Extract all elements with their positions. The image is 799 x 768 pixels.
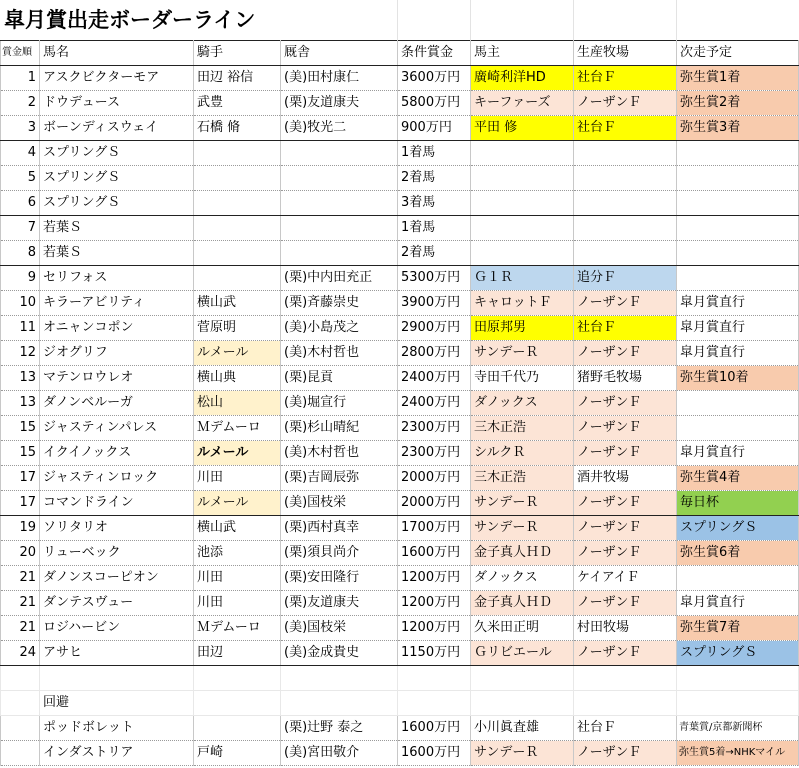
horse-cell[interactable]: スプリングＳ [40, 191, 194, 216]
table-row [1, 366, 799, 391]
prize-cell[interactable]: 1600万円 [398, 541, 471, 566]
owner-cell[interactable]: キャロットＦ [471, 291, 574, 316]
rank-cell[interactable]: 5 [1, 166, 40, 191]
owner-cell[interactable]: 金子真人ＨＤ [471, 541, 574, 566]
next-cell[interactable] [677, 416, 799, 441]
horse-cell[interactable]: イクイノックス [40, 441, 194, 466]
next-cell[interactable]: 皐月賞直行 [677, 441, 799, 466]
horse-cell[interactable]: スプリングＳ [40, 166, 194, 191]
owner-cell[interactable]: ダノックス [471, 566, 574, 591]
farm-cell[interactable]: ノーザンＦ [574, 641, 677, 666]
next-cell[interactable]: 弥生賞10着 [677, 366, 799, 391]
horse-cell[interactable]: ロジハービン [40, 616, 194, 641]
jockey-cell[interactable]: 川田 [194, 466, 281, 491]
avoid-label[interactable]: 回避 [40, 691, 194, 716]
empty-cell[interactable] [40, 666, 194, 691]
horse-cell[interactable]: スプリングＳ [40, 141, 194, 166]
table-row [1, 716, 799, 741]
table-row [1, 216, 799, 241]
stable-cell[interactable]: (美)田村康仁 [281, 66, 398, 91]
empty-cell[interactable] [281, 666, 398, 691]
farm-cell[interactable]: ノーザンＦ [574, 516, 677, 541]
header-cell[interactable]: 厩舎 [281, 41, 398, 66]
owner-cell[interactable]: 久米田正明 [471, 616, 574, 641]
farm-cell[interactable]: ノーザンＦ [574, 341, 677, 366]
owner-cell[interactable]: 廣崎利洋HD [471, 66, 574, 91]
farm-cell[interactable]: 社台Ｆ [574, 66, 677, 91]
jockey-cell[interactable] [194, 216, 281, 241]
jockey-cell[interactable] [194, 166, 281, 191]
gridline [470, 0, 471, 40]
farm-cell[interactable]: ノーザンＦ [574, 416, 677, 441]
table-row [1, 741, 799, 766]
horse-cell[interactable]: ジャスティンロック [40, 466, 194, 491]
next-cell[interactable]: 弥生賞2着 [677, 91, 799, 116]
owner-cell[interactable]: 寺田千代乃 [471, 366, 574, 391]
jockey-cell[interactable] [194, 191, 281, 216]
horse-cell[interactable]: ジオグリフ [40, 341, 194, 366]
next-cell[interactable]: 青葉賞/京都新聞杯 [677, 716, 799, 741]
table-row [1, 241, 799, 266]
prize-cell[interactable]: 2着馬 [398, 241, 471, 266]
stable-cell[interactable]: (栗)杉山晴紀 [281, 416, 398, 441]
farm-cell[interactable]: 社台Ｆ [574, 716, 677, 741]
table-row [1, 541, 799, 566]
horse-cell[interactable]: ポッドボレット [40, 716, 194, 741]
table-row [1, 291, 799, 316]
farm-cell[interactable] [574, 241, 677, 266]
stable-cell[interactable]: (栗)中内田充正 [281, 266, 398, 291]
rank-cell[interactable]: 2 [1, 91, 40, 116]
next-cell[interactable]: スプリングＳ [677, 641, 799, 666]
prize-cell[interactable]: 1着馬 [398, 141, 471, 166]
owner-cell[interactable] [471, 216, 574, 241]
jockey-cell[interactable]: 川田 [194, 566, 281, 591]
rank-cell[interactable]: 4 [1, 141, 40, 166]
header-cell[interactable]: 条件賞金 [398, 41, 471, 66]
rank-cell[interactable]: 17 [1, 466, 40, 491]
owner-cell[interactable]: ダノックス [471, 391, 574, 416]
jockey-cell[interactable]: Ｍデムーロ [194, 616, 281, 641]
table-row [1, 341, 799, 366]
rank-cell[interactable]: 8 [1, 241, 40, 266]
stable-cell[interactable]: (栗)斉藤崇史 [281, 291, 398, 316]
rank-cell[interactable]: 24 [1, 641, 40, 666]
farm-cell[interactable]: ノーザンＦ [574, 391, 677, 416]
farm-cell[interactable]: 酒井牧場 [574, 466, 677, 491]
rank-cell[interactable]: 9 [1, 266, 40, 291]
jockey-cell[interactable] [194, 141, 281, 166]
prize-cell[interactable]: 2300万円 [398, 441, 471, 466]
table-row [1, 491, 799, 516]
table-row [1, 66, 799, 91]
table-row [1, 316, 799, 341]
jockey-cell[interactable]: 石橋 脩 [194, 116, 281, 141]
next-cell[interactable]: 弥生賞5着→NHKマイル [677, 741, 799, 766]
table-row [1, 616, 799, 641]
table-row [1, 391, 799, 416]
table-row [1, 91, 799, 116]
stable-cell[interactable]: (栗)昆貢 [281, 366, 398, 391]
empty-cell[interactable] [194, 691, 281, 716]
owner-cell[interactable]: 田原邦男 [471, 316, 574, 341]
next-cell[interactable]: 皐月賞直行 [677, 291, 799, 316]
farm-cell[interactable] [574, 191, 677, 216]
jockey-cell[interactable]: 横山武 [194, 291, 281, 316]
horse-cell[interactable]: オニャンコポン [40, 316, 194, 341]
jockey-cell[interactable]: 横山典 [194, 366, 281, 391]
next-cell[interactable]: 皐月賞直行 [677, 341, 799, 366]
rank-cell[interactable]: 21 [1, 616, 40, 641]
stable-cell[interactable]: (美)小島茂之 [281, 316, 398, 341]
prize-cell[interactable]: 1200万円 [398, 566, 471, 591]
empty-cell[interactable] [281, 691, 398, 716]
gridline [397, 0, 398, 40]
table-row [1, 441, 799, 466]
farm-cell[interactable]: 猪野毛牧場 [574, 366, 677, 391]
gridline [573, 0, 574, 40]
empty-cell[interactable] [471, 666, 574, 691]
farm-cell[interactable]: ノーザンＦ [574, 291, 677, 316]
prize-cell[interactable]: 2着馬 [398, 166, 471, 191]
empty-cell[interactable] [1, 666, 40, 691]
owner-cell[interactable]: キーファーズ [471, 91, 574, 116]
prize-cell[interactable]: 1200万円 [398, 616, 471, 641]
owner-cell[interactable]: 金子真人ＨＤ [471, 591, 574, 616]
horse-cell[interactable]: ソリタリオ [40, 516, 194, 541]
horse-cell[interactable]: インダストリア [40, 741, 194, 766]
owner-cell[interactable]: サンデーＲ [471, 491, 574, 516]
stable-cell[interactable]: (栗)吉岡辰弥 [281, 466, 398, 491]
next-cell[interactable]: 皐月賞直行 [677, 591, 799, 616]
next-cell[interactable] [677, 216, 799, 241]
farm-cell[interactable]: ノーザンＦ [574, 91, 677, 116]
prize-cell[interactable]: 1700万円 [398, 516, 471, 541]
stable-cell[interactable]: (美)宮田敬介 [281, 741, 398, 766]
owner-cell[interactable]: 三木正浩 [471, 466, 574, 491]
farm-cell[interactable] [574, 166, 677, 191]
jockey-cell[interactable]: 田辺 裕信 [194, 66, 281, 91]
stable-cell[interactable]: (栗)辻野 泰之 [281, 716, 398, 741]
next-cell[interactable] [677, 241, 799, 266]
rank-cell[interactable]: 1 [1, 66, 40, 91]
next-cell[interactable]: 皐月賞直行 [677, 316, 799, 341]
border-table [0, 40, 799, 766]
avoid-label-row [1, 691, 799, 716]
rank-cell[interactable]: 19 [1, 516, 40, 541]
stable-cell[interactable]: (美)木村哲也 [281, 441, 398, 466]
next-cell[interactable]: 弥生賞6着 [677, 541, 799, 566]
jockey-cell[interactable] [194, 716, 281, 741]
prize-cell[interactable]: 900万円 [398, 116, 471, 141]
jockey-cell[interactable]: 菅原明 [194, 316, 281, 341]
farm-cell[interactable]: 追分Ｆ [574, 266, 677, 291]
horse-cell[interactable]: ジャスティンパレス [40, 416, 194, 441]
table-row [1, 416, 799, 441]
rank-cell[interactable]: 15 [1, 416, 40, 441]
farm-cell[interactable]: ノーザンＦ [574, 441, 677, 466]
next-cell[interactable] [677, 266, 799, 291]
stable-cell[interactable]: (栗)須貝尚介 [281, 541, 398, 566]
horse-cell[interactable]: 若葉Ｓ [40, 241, 194, 266]
table-row [1, 266, 799, 291]
next-cell[interactable]: 弥生賞7着 [677, 616, 799, 641]
stable-cell[interactable] [281, 241, 398, 266]
horse-cell[interactable]: マテンロウレオ [40, 366, 194, 391]
prize-cell[interactable]: 2300万円 [398, 416, 471, 441]
header-cell[interactable]: 次走予定 [677, 41, 799, 66]
stable-cell[interactable]: (美)堀宣行 [281, 391, 398, 416]
horse-cell[interactable]: リューベック [40, 541, 194, 566]
stable-cell[interactable]: (栗)安田隆行 [281, 566, 398, 591]
jockey-cell[interactable] [194, 266, 281, 291]
rank-cell[interactable] [1, 716, 40, 741]
horse-cell[interactable]: ドウデュース [40, 91, 194, 116]
owner-cell[interactable]: シルクＲ [471, 441, 574, 466]
farm-cell[interactable]: 社台Ｆ [574, 116, 677, 141]
jockey-cell[interactable]: Ｍデムーロ [194, 416, 281, 441]
stable-cell[interactable] [281, 191, 398, 216]
sheet-title: 皐月賞出走ボーダーライン [4, 8, 256, 32]
empty-cell[interactable] [398, 666, 471, 691]
header-cell[interactable]: 馬主 [471, 41, 574, 66]
stable-cell[interactable]: (美)金成貴史 [281, 641, 398, 666]
table-row [1, 141, 799, 166]
stable-cell[interactable] [281, 166, 398, 191]
next-cell[interactable]: 毎日杯 [677, 491, 799, 516]
rank-cell[interactable]: 15 [1, 441, 40, 466]
stable-cell[interactable]: (美)木村哲也 [281, 341, 398, 366]
rank-cell[interactable] [1, 741, 40, 766]
farm-cell[interactable]: ノーザンＦ [574, 741, 677, 766]
table-row [1, 516, 799, 541]
rank-cell[interactable]: 13 [1, 391, 40, 416]
prize-cell[interactable]: 1600万円 [398, 741, 471, 766]
farm-cell[interactable] [574, 141, 677, 166]
jockey-cell[interactable]: 池添 [194, 541, 281, 566]
table-row [1, 591, 799, 616]
rank-cell[interactable]: 13 [1, 366, 40, 391]
rank-cell[interactable]: 20 [1, 541, 40, 566]
next-cell[interactable]: 弥生賞1着 [677, 66, 799, 91]
jockey-cell[interactable]: 松山 [194, 391, 281, 416]
jockey-cell[interactable] [194, 241, 281, 266]
prize-cell[interactable]: 5800万円 [398, 91, 471, 116]
prize-cell[interactable]: 1600万円 [398, 716, 471, 741]
jockey-cell[interactable]: ルメール [194, 441, 281, 466]
prize-cell[interactable]: 2000万円 [398, 466, 471, 491]
farm-cell[interactable] [574, 216, 677, 241]
jockey-cell[interactable]: 戸崎 [194, 741, 281, 766]
prize-cell[interactable]: 2400万円 [398, 391, 471, 416]
owner-cell[interactable]: サンデーＲ [471, 741, 574, 766]
table-row [1, 166, 799, 191]
horse-cell[interactable]: アスクビクターモア [40, 66, 194, 91]
prize-cell[interactable]: 2800万円 [398, 341, 471, 366]
horse-cell[interactable]: ダンテスヴュー [40, 591, 194, 616]
rank-cell[interactable]: 6 [1, 191, 40, 216]
next-cell[interactable]: 弥生賞4着 [677, 466, 799, 491]
stable-cell[interactable]: (栗)西村真幸 [281, 516, 398, 541]
empty-cell[interactable] [194, 666, 281, 691]
jockey-cell[interactable]: 田辺 [194, 641, 281, 666]
horse-cell[interactable]: ボーンディスウェイ [40, 116, 194, 141]
farm-cell[interactable]: 村田牧場 [574, 616, 677, 641]
empty-cell[interactable] [677, 691, 799, 716]
rank-cell[interactable]: 12 [1, 341, 40, 366]
next-cell[interactable]: スプリングＳ [677, 516, 799, 541]
empty-cell[interactable] [398, 691, 471, 716]
jockey-cell[interactable]: 武豊 [194, 91, 281, 116]
table-row [1, 116, 799, 141]
owner-cell[interactable] [471, 166, 574, 191]
next-cell[interactable] [677, 566, 799, 591]
owner-cell[interactable]: Ｇリビエール [471, 641, 574, 666]
header-cell[interactable]: 生産牧場 [574, 41, 677, 66]
rank-cell[interactable]: 21 [1, 566, 40, 591]
table-row [1, 566, 799, 591]
jockey-cell[interactable]: 横山武 [194, 516, 281, 541]
stable-cell[interactable] [281, 216, 398, 241]
gridline [676, 0, 677, 40]
prize-cell[interactable]: 3着馬 [398, 191, 471, 216]
rank-cell[interactable]: 17 [1, 491, 40, 516]
farm-cell[interactable]: 社台Ｆ [574, 316, 677, 341]
rank-cell[interactable]: 21 [1, 591, 40, 616]
jockey-cell[interactable]: ルメール [194, 491, 281, 516]
horse-cell[interactable]: 若葉Ｓ [40, 216, 194, 241]
next-cell[interactable] [677, 141, 799, 166]
prize-cell[interactable]: 1200万円 [398, 591, 471, 616]
header-row [1, 41, 799, 66]
prize-cell[interactable]: 3600万円 [398, 66, 471, 91]
prize-cell[interactable]: 1150万円 [398, 641, 471, 666]
horse-cell[interactable]: アサヒ [40, 641, 194, 666]
empty-cell[interactable] [677, 666, 799, 691]
header-cell[interactable]: 騎手 [194, 41, 281, 66]
table-row [1, 191, 799, 216]
prize-cell[interactable]: 2000万円 [398, 491, 471, 516]
table-row [1, 641, 799, 666]
stable-cell[interactable] [281, 141, 398, 166]
farm-cell[interactable]: ケイアイＦ [574, 566, 677, 591]
rank-cell[interactable]: 11 [1, 316, 40, 341]
owner-cell[interactable]: Ｇ１Ｒ [471, 266, 574, 291]
owner-cell[interactable] [471, 141, 574, 166]
jockey-cell[interactable]: ルメール [194, 341, 281, 366]
jockey-cell[interactable]: 川田 [194, 591, 281, 616]
rank-cell[interactable]: 10 [1, 291, 40, 316]
owner-cell[interactable]: サンデーＲ [471, 516, 574, 541]
prize-cell[interactable]: 2900万円 [398, 316, 471, 341]
owner-cell[interactable]: 平田 修 [471, 116, 574, 141]
next-cell[interactable] [677, 391, 799, 416]
next-cell[interactable]: 弥生賞3着 [677, 116, 799, 141]
table-row [1, 466, 799, 491]
prize-cell[interactable]: 1着馬 [398, 216, 471, 241]
owner-cell[interactable]: 小川眞査雄 [471, 716, 574, 741]
next-cell[interactable] [677, 166, 799, 191]
farm-cell[interactable]: ノーザンＦ [574, 591, 677, 616]
stable-cell[interactable]: (美)国枝栄 [281, 616, 398, 641]
next-cell[interactable] [677, 191, 799, 216]
owner-cell[interactable]: サンデーＲ [471, 341, 574, 366]
stable-cell[interactable]: (美)国枝栄 [281, 491, 398, 516]
horse-cell[interactable]: コマンドライン [40, 491, 194, 516]
farm-cell[interactable]: ノーザンＦ [574, 491, 677, 516]
horse-cell[interactable]: ダノンスコーピオン [40, 566, 194, 591]
farm-cell[interactable]: ノーザンＦ [574, 541, 677, 566]
empty-cell[interactable] [471, 691, 574, 716]
rank-cell[interactable]: 3 [1, 116, 40, 141]
horse-cell[interactable]: キラーアビリティ [40, 291, 194, 316]
stable-cell[interactable]: (栗)友道康夫 [281, 591, 398, 616]
stable-cell[interactable]: (美)牧光二 [281, 116, 398, 141]
empty-cell[interactable] [574, 691, 677, 716]
horse-cell[interactable]: ダノンベルーガ [40, 391, 194, 416]
stable-cell[interactable]: (栗)友道康夫 [281, 91, 398, 116]
header-cell[interactable]: 馬名 [40, 41, 194, 66]
prize-cell[interactable]: 5300万円 [398, 266, 471, 291]
horse-cell[interactable]: セリフォス [40, 266, 194, 291]
owner-cell[interactable]: 三木正浩 [471, 416, 574, 441]
empty-cell[interactable] [1, 691, 40, 716]
header-cell[interactable]: 賞金順 [1, 41, 40, 66]
owner-cell[interactable] [471, 191, 574, 216]
empty-cell[interactable] [574, 666, 677, 691]
prize-cell[interactable]: 3900万円 [398, 291, 471, 316]
prize-cell[interactable]: 2400万円 [398, 366, 471, 391]
owner-cell[interactable] [471, 241, 574, 266]
rank-cell[interactable]: 7 [1, 216, 40, 241]
blank-row [1, 666, 799, 691]
